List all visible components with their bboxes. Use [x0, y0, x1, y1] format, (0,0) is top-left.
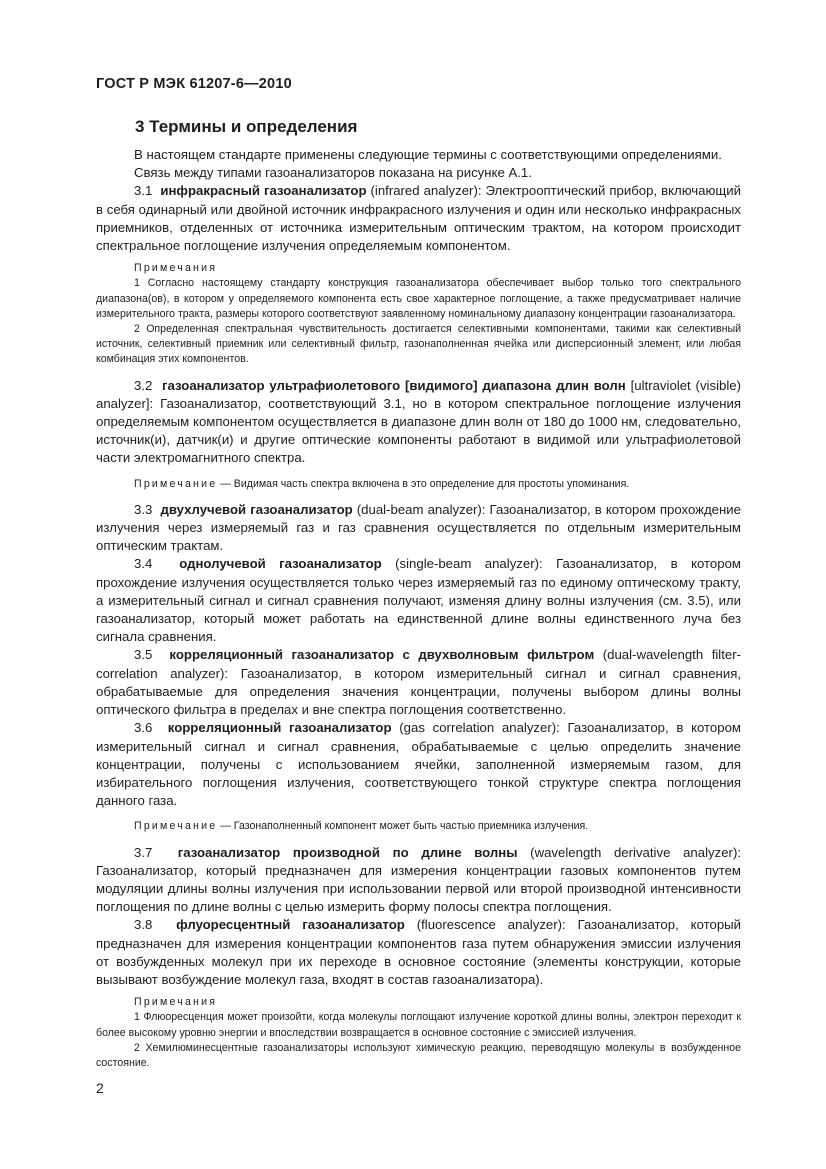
intro-line-2: Связь между типами газоанализаторов показана на рисунке А.1. — [134, 165, 532, 181]
standard-header: ГОСТ Р МЭК 61207-6—2010 — [96, 76, 292, 92]
section-title: 3 Термины и определения — [135, 117, 358, 136]
notes-label: Примечания — [134, 262, 218, 275]
term-name: двухлучевой газоанализатор — [160, 501, 353, 517]
term-name: инфракрасный газоанализатор — [160, 183, 367, 199]
term-name: газоанализатор ультрафиолетового [видимого] диапазона длин волн — [162, 377, 626, 393]
note-single: Примечание — Газонаполненный компонент может быть частью приемника излучения. — [134, 820, 589, 833]
term-3-7: 3.7 газоанализатор производной по длине волны (wavelength derivative analyzer): Газоанализатор, который предназначен для измерения концентрации газовых компонентов путем модуляции длины волны излучения при использовании первой или второй производной интенсивности поглощения по длине волны с целью измерить форму полосы спектра поглощения. — [96, 844, 741, 915]
term-3-3: 3.3 двухлучевой газоанализатор (dual-beam analyzer): Газоанализатор, в котором прохождение излучения через измеряемый газ и газ сравнения осуществляется по отдельным измерительным оптическим трактам. — [96, 501, 742, 554]
term-3-6: 3.6 корреляционный газоанализатор (gas correlation analyzer): Газоанализатор, в котором измерительный сигнал и сигнал сравнения, обрабатываемые с целью определить значение концентрации, получены с использованием ячейки, заполненной измеряемым газом, для избирательного поглощения излучения, соответствующего тонкой структуре спектра поглощения данного газа. — [96, 720, 742, 809]
term-3-8: 3.8 флуоресцентный газоанализатор (fluorescence analyzer): Газоанализатор, который предназначен для измерения концентрации компонентов газа путем обнаружения эмиссии излучения от возбужденных молекул при их переходе в основное состояние (элементы конструкции, которые вызывают возбуждение молекул газа, входят в состав газоанализатора). — [96, 917, 742, 987]
note-single: Примечание — Видимая часть спектра включена в это определение для простоты упоминания. — [134, 477, 630, 490]
intro-line-1: В настоящем стандарте применены следующие термины с соответствующими определениями. — [134, 147, 722, 162]
term-3-4: 3.4 однолучевой газоанализатор (single-beam analyzer): Газоанализатор, в котором прохождение излучения осуществляется только через измеряемый газ по единому оптическому тракту, а измерительный сигнал и сигнал сравнения получают, изменяя длину волны излучения (см. 3.5), или газоанализатор, который может работать на единственной длине волны единственного луча без сигнала сравнения. — [96, 556, 741, 645]
term-name: корреляционный газоанализатор — [167, 720, 392, 736]
term-3-2: 3.2 газоанализатор ультрафиолетового [видимого] диапазона длин волн [ultraviolet (visible) analyzer]: Газоанализатор, соответствующий 3.1, но в котором спектральное поглощение излучения определяемым компонентом осуществляется в диапазоне длин волн от 180 до 1000 нм, следовательно, источник(и), датчик(и) и другие оптические компоненты работают в видимой или ультрафиолетовой части электромагнитного спектра. — [96, 377, 741, 466]
note-item: 1 Согласно настоящему стандарту конструкция газоанализатора обеспечивает выбор только того спектрального диапазона(ов), в котором у определяемого компонента есть свое характерное поглощение, а также предусматривает наличие измерительного тракта, размеры которого соответствуют заявленному номинальному диапазону концентрации газоанализатора. — [96, 277, 741, 320]
note-item: 2 Хемилюминесцентные газоанализаторы используют химическую реакцию, переводящую молекулы в возбужденное состояние. — [96, 1041, 741, 1069]
term-name: газоанализатор производной по длине волны — [177, 844, 518, 860]
term-name: флуоресцентный газоанализатор — [176, 917, 405, 933]
note-item: 2 Определенная спектральная чувствительность достигается селективными компонентами, такими как селективный источник, селективный приемник или селективный фильтр, газонаполненная ячейка или дисперсионный элемент, или любая комбинация этих компонентов. — [96, 323, 741, 366]
term-3-1: 3.1 инфракрасный газоанализатор (infrared analyzer): Электрооптический прибор, включающий в себя одинарный или двойной источник инфракрасного излучения и один или несколько инфракрасных приемников, отделенных от источника измерительным оптическим трактом, на котором происходит спектральное поглощение излучения определяемым компонентом. — [96, 183, 741, 254]
term-name: однолучевой газоанализатор — [179, 556, 382, 572]
document-body — [96, 146, 741, 1071]
term-name: корреляционный газоанализатор с двухволновым фильтром — [169, 647, 595, 663]
page-number: 2 — [96, 1080, 104, 1096]
notes-label: Примечания — [134, 996, 218, 1009]
note-item: 1 Флюоресценция может произойти, когда молекулы поглощают излучение короткой длины волны, электрон переходит к более высокому уровню энергии и впоследствии возвращается в основное состояние с эмиссией излучения. — [96, 1011, 741, 1039]
term-3-5: 3.5 корреляционный газоанализатор с двухволновым фильтром (dual-wavelength filter-correlation analyzer): Газоанализатор, в котором измерительный сигнал и сигнал сравнения, обрабатываемые для определения значения концентрации, получены выбором длины волны оптического фильтра в пределах и вне спектра поглощения соответственно. — [96, 647, 741, 718]
